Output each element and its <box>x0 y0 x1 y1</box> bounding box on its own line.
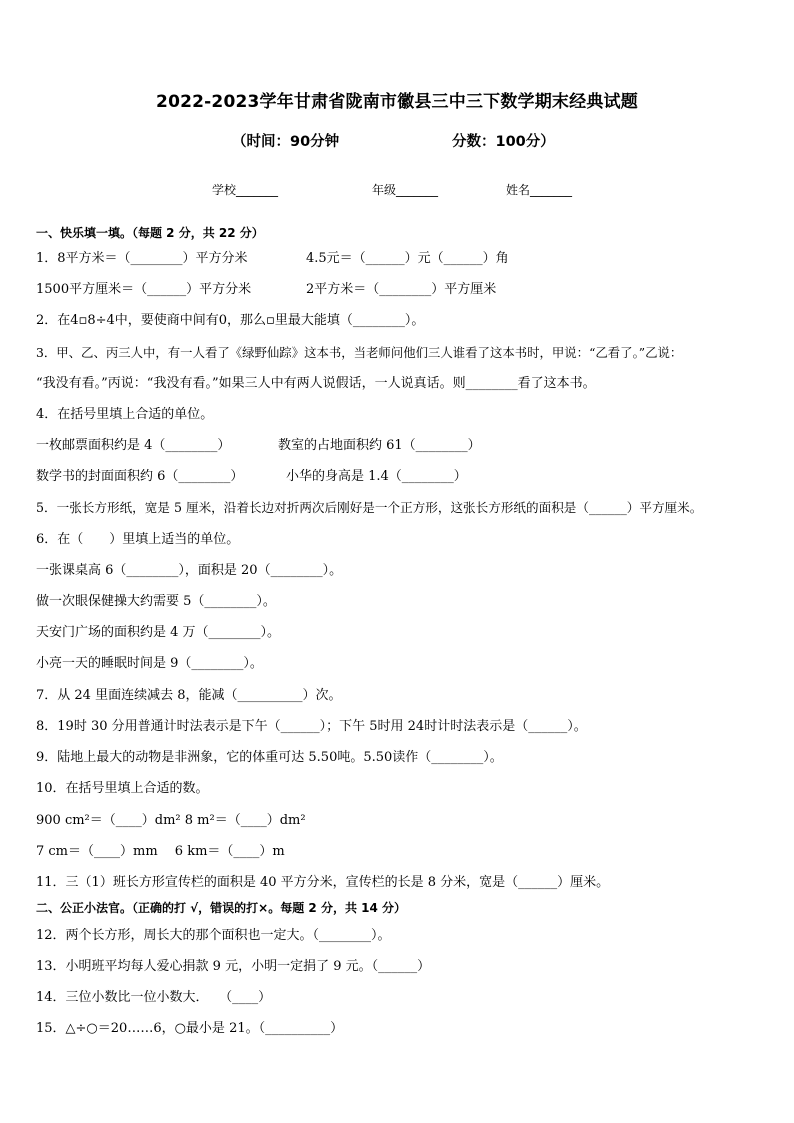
section1-heading: 一、快乐填一填。（每题 2 分，共 22 分） <box>36 226 264 240</box>
question-5: 5．一张长方形纸，宽是 5 厘米，沿着长边对折两次后刚好是一个正方形，这张长方形纸的面积是（______）平方厘米。 <box>36 500 703 515</box>
question-10: 10．在括号里填上合适的数。 <box>36 781 209 796</box>
question-7: 7．从 24 里面连续减去 8，能减（__________）次。 <box>36 688 342 703</box>
question-4-c: 数学书的封面面积约 6（________） <box>36 469 244 484</box>
question-4: 4．在括号里填上合适的单位。 <box>36 407 214 422</box>
question-6-c: 天安门广场的面积约是 4 万（________）。 <box>36 625 281 640</box>
exam-title: 2022-2023学年甘肃省陇南市徽县三中三下数学期末经典试题 <box>156 92 638 112</box>
exam-score: 分数：100分） <box>452 134 555 150</box>
question-1-a: 1．8平方米＝（________）平方分米 <box>36 251 248 266</box>
question-1-c: 1500平方厘米＝（______）平方分米 <box>36 282 252 297</box>
question-6-d: 小亮一天的睡眠时间是 9（________）。 <box>36 656 263 671</box>
exam-time: （时间：90分钟 <box>232 134 340 150</box>
question-13: 13．小明班平均每人爱心捐款 9 元，小明一定捐了 9 元。（______） <box>36 959 431 974</box>
question-8: 8．19时 30 分用普通计时法表示是下午（______）；下午 5时用 24时计时法表示是（______）。 <box>36 719 587 734</box>
question-6-b: 做一次眼保健操大约需要 5（________）。 <box>36 594 276 609</box>
question-1-d: 2平方米＝（________）平方厘米 <box>306 282 497 297</box>
question-4-b: 教室的占地面积约 61（________） <box>278 438 481 453</box>
question-2: 2．在4▫8÷4中，要使商中间有0，那么▫里最大能填（________）。 <box>36 313 425 328</box>
section2-heading: 二、公正小法官。（正确的打 √，错误的打×。每题 2 分，共 14 分） <box>36 901 406 915</box>
question-4-d: 小华的身高是 1.4（________） <box>286 469 467 484</box>
school-field: 学校_______ <box>212 183 279 197</box>
question-10-b: 7 cm＝（____）mm 6 km＝（____）m <box>36 844 285 859</box>
exam-subtitle <box>232 130 555 151</box>
question-9: 9．陆地上最大的动物是非洲象，它的体重可达 5.50吨。5.50读作（________）。 <box>36 750 503 765</box>
question-12: 12．两个长方形，周长大的那个面积也一定大。（________）。 <box>36 928 391 943</box>
question-6-a: 一张课桌高 6（________），面积是 20（________）。 <box>36 563 343 578</box>
question-1-b: 4.5元＝（______）元（______）角 <box>306 251 509 266</box>
question-11: 11．三（1）班长方形宣传栏的面积是 40 平方分米，宣传栏的长是 8 分米，宽是（______）厘米。 <box>36 875 610 890</box>
question-15: 15．△÷○＝20……6，○最小是 21。（__________） <box>36 1021 344 1036</box>
grade-field: 年级_______ <box>372 183 439 197</box>
question-3-line1: 3．甲、乙、丙三人中，有一人看了《绿野仙踪》这本书，当老师问他们三人谁看了这本书时，甲说：“乙看了。”乙说： <box>36 345 683 360</box>
name-field: 姓名_______ <box>506 183 573 197</box>
question-4-a: 一枚邮票面积约是 4（________） <box>36 438 231 453</box>
question-3-line2: “我没有看。”丙说：“我没有看。”如果三人中有两人说假话，一人说真话。则________看了这本书。 <box>36 376 596 391</box>
question-14: 14．三位小数比一位小数大． （____） <box>36 990 272 1005</box>
question-6: 6．在（ ）里填上适当的单位。 <box>36 532 240 547</box>
question-10-a: 900 cm²＝（____）dm² 8 m²＝（____）dm² <box>36 813 306 828</box>
